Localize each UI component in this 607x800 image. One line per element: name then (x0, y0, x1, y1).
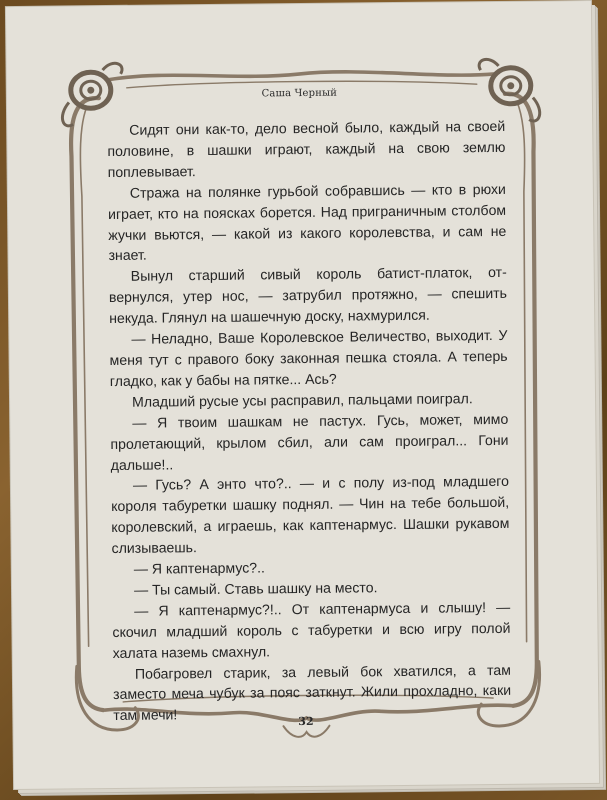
paragraph: Стража на полянке гурьбой собравшись — кто в рюхи играет, кто на поясках борется. Над приграничным столбом жучки вьются, — какой из какого королевства, и сам не знает. (108, 180, 507, 264)
paragraph: Сидят они как-то, дело весной было, каждый на своей половине, в шашки играют, каждый на свою землю поплевывает. (107, 117, 506, 180)
paragraph: Вынул старший сивый король батист-платок, отвернулся, утер нос, — затрубил протяжно, — спешить некуда. Глянул на шашечную доску, нахмурился. (108, 264, 508, 327)
paragraph: Младший русые усы расправил, пальцами поиграл. (131, 389, 473, 410)
running-head-author: Саша Черный (261, 87, 338, 100)
body-text (107, 116, 511, 726)
paragraph: — Гусь? А энто что?.. — и с полу из-под младшего короля табуретки шашку поднял. — Чин на тебе большой, королевский, а играешь, как каптенармус. Шашки рукавом слизываешь. (111, 473, 510, 557)
paragraph: — Неладно, Ваше Королевское Величество, выходит. У меня тут с правого боку законная пешка стояла. А теперь гладко, как у бабы на пятке... Ась? (109, 326, 508, 389)
paragraph: — Я твоим шашкам не пастух. Гусь, может, мимо пролетающий, крылом сбил, али сам проиграл... Гони дальше!.. (110, 410, 509, 473)
paragraph: — Я каптенармус?!.. От каптенармуса и слышу! — скочил младший король с табуретки и всю игру полой халата наземь смахнул. (112, 598, 511, 661)
paragraph: — Я каптенармус?.. (133, 559, 265, 577)
paragraph: — Ты самый. Ставь шашку на место. (133, 579, 378, 598)
book-page (6, 1, 599, 789)
page-number: 32 (298, 714, 314, 729)
paragraph: Побагровел старик, за левый бок хватился, а там заместо меча чубук за пояс заткнут. Жили прохладно, каки там мечи! (113, 661, 512, 724)
